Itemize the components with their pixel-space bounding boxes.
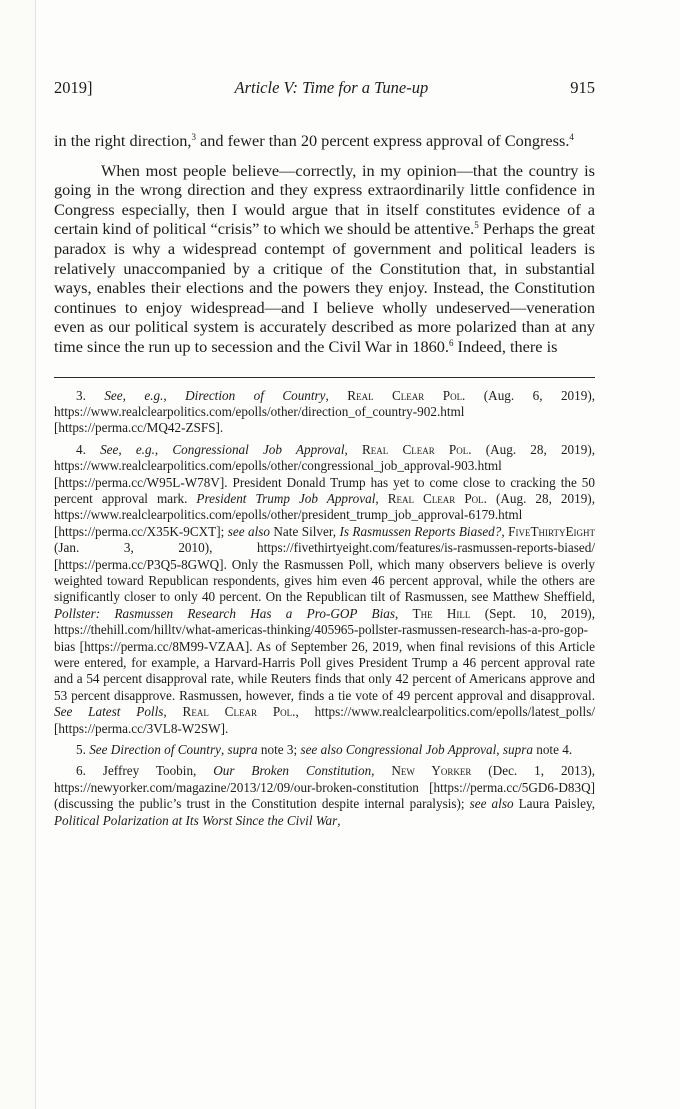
footnote-ref-6[interactable]: 6 <box>448 337 454 348</box>
running-header <box>54 78 595 100</box>
document-page <box>54 78 595 834</box>
footnote-5: 5. See Direction of Country, supra note 3; see also Congressional Job Approval, supra note 4. <box>76 742 573 758</box>
body-paragraph-2: When most people believe—correctly, in my opinion—that the country is going in the wrong direction and they express extraordinarily little confidence in Congress especially, then I would argue that in itself constitutes evidence of a certain kind of political “crisis” to which we should be attentive.$^5$ Perhaps the great paradox is why a widespread contempt of government and political leaders is relatively unaccompanied by a critique of the Constitution that, in substantial ways, enables their elections and the powers they enjoy. Instead, the Constitution continues to enjoy widespread—and I believe wholly undeserved—veneration even as our political system is accurately described as more polarized than at any time since the run up to secession and the Civil War in 1860.$^6$ Indeed, there is <box>54 160 596 356</box>
footnote-ref-3[interactable]: 3 <box>191 132 196 142</box>
footnote-ref-4[interactable]: 4 <box>569 132 574 142</box>
footnote-6: 6. Jeffrey Toobin, Our Broken Constitution, New Yorker (Dec. 1, 2013), https://newyorker.com/magazine/2013/12/09/our-broken-constitution [https://perma.cc/5GD6-D83Q] (discussing the public’s trust in the Constitution despite internal paralysis); see also Laura Paisley, Political Polarization at Its Worst Since the Civil War, <box>54 763 596 828</box>
binding-edge-line <box>35 0 36 1109</box>
header-page-number: 915 <box>570 78 595 97</box>
footnote-3-link[interactable]: (Aug. 6, 2019), https://www.realclearpolitics.com/epolls/other/direction_of_country-902.html [https://perma.cc/MQ42-ZSFS]. <box>54 387 596 436</box>
body-text <box>54 131 595 357</box>
header-year: 2019] <box>54 78 93 97</box>
footnote-3: 3. See, e.g., Direction of Country, Real Clear Pol. (Aug. 6, 2019), https://www.realclearpolitics.com/epolls/other/direction_of_country-902.html [https://perma.cc/MQ42-ZSFS]. <box>54 387 596 436</box>
footnote-4: 4. See, e.g., Congressional Job Approval, Real Clear Pol. (Aug. 28, 2019), https://www.realclearpolitics.com/epolls/other/congressional_job_approval-903.html [https://perma.cc/W95L-W78V]. President Donald Trump has yet to come close to cracking the 50 percent approval mark. President Trump Job Approval, Real Clear Pol. (Aug. 28, 2019), https://www.realclearpolitics.com/epolls/other/president_trump_job_approval-6179.html [https://perma.cc/X35K-9CXT]; see also Nate Silver, Is Rasmussen Reports Biased?, FiveThirtyEight (Jan. 3, 2010), https://fivethirtyeight.com/features/is-rasmussen-reports-biased/ [https://perma.cc/P3Q5-8GWQ]. Only the Rasmussen Poll, which many observers believe is overly weighted toward Republican respondents, gives him even 46 percent approval, while the others are significantly closer to only 40 percent. On the Republican tilt of Rasmussen, see Matthew Sheffield, Pollster: Rasmussen Research Has a Pro-GOP Bias, The Hill (Sept. 10, 2019), https://thehill.com/hilltv/what-americas-thinking/405965-pollster-rasmussen-research-has-a-pro-gop-bias [https://perma.cc/8M99-VZAA]. As of September 26, 2019, when final revisions of this Article were entered, for example, a Harvard-Harris Poll gives President Trump a 46 percent approval rate and a 54 percent disapproval rate, while Reuters finds that only 42 percent of Americans approve and 53 percent disapprove. Rasmussen, however, finds a tie vote of 49 percent approval and disapproval. See Latest Polls, Real Clear Pol., https://www.realclearpolitics.com/epolls/latest_polls/ [https://perma.cc/3VL8-W2SW]. <box>54 441 596 736</box>
header-article-title: Article V: Time for a Tune-up <box>234 78 429 97</box>
footnote-ref-5[interactable]: 5 <box>474 220 479 231</box>
footnote-separator <box>54 377 595 378</box>
body-paragraph-1: in the right direction,$^3$ and fewer than 20 percent express approval of Congress.$^4$ <box>54 131 574 150</box>
page-margin-strip <box>0 0 35 1109</box>
footnotes-section <box>54 388 595 830</box>
